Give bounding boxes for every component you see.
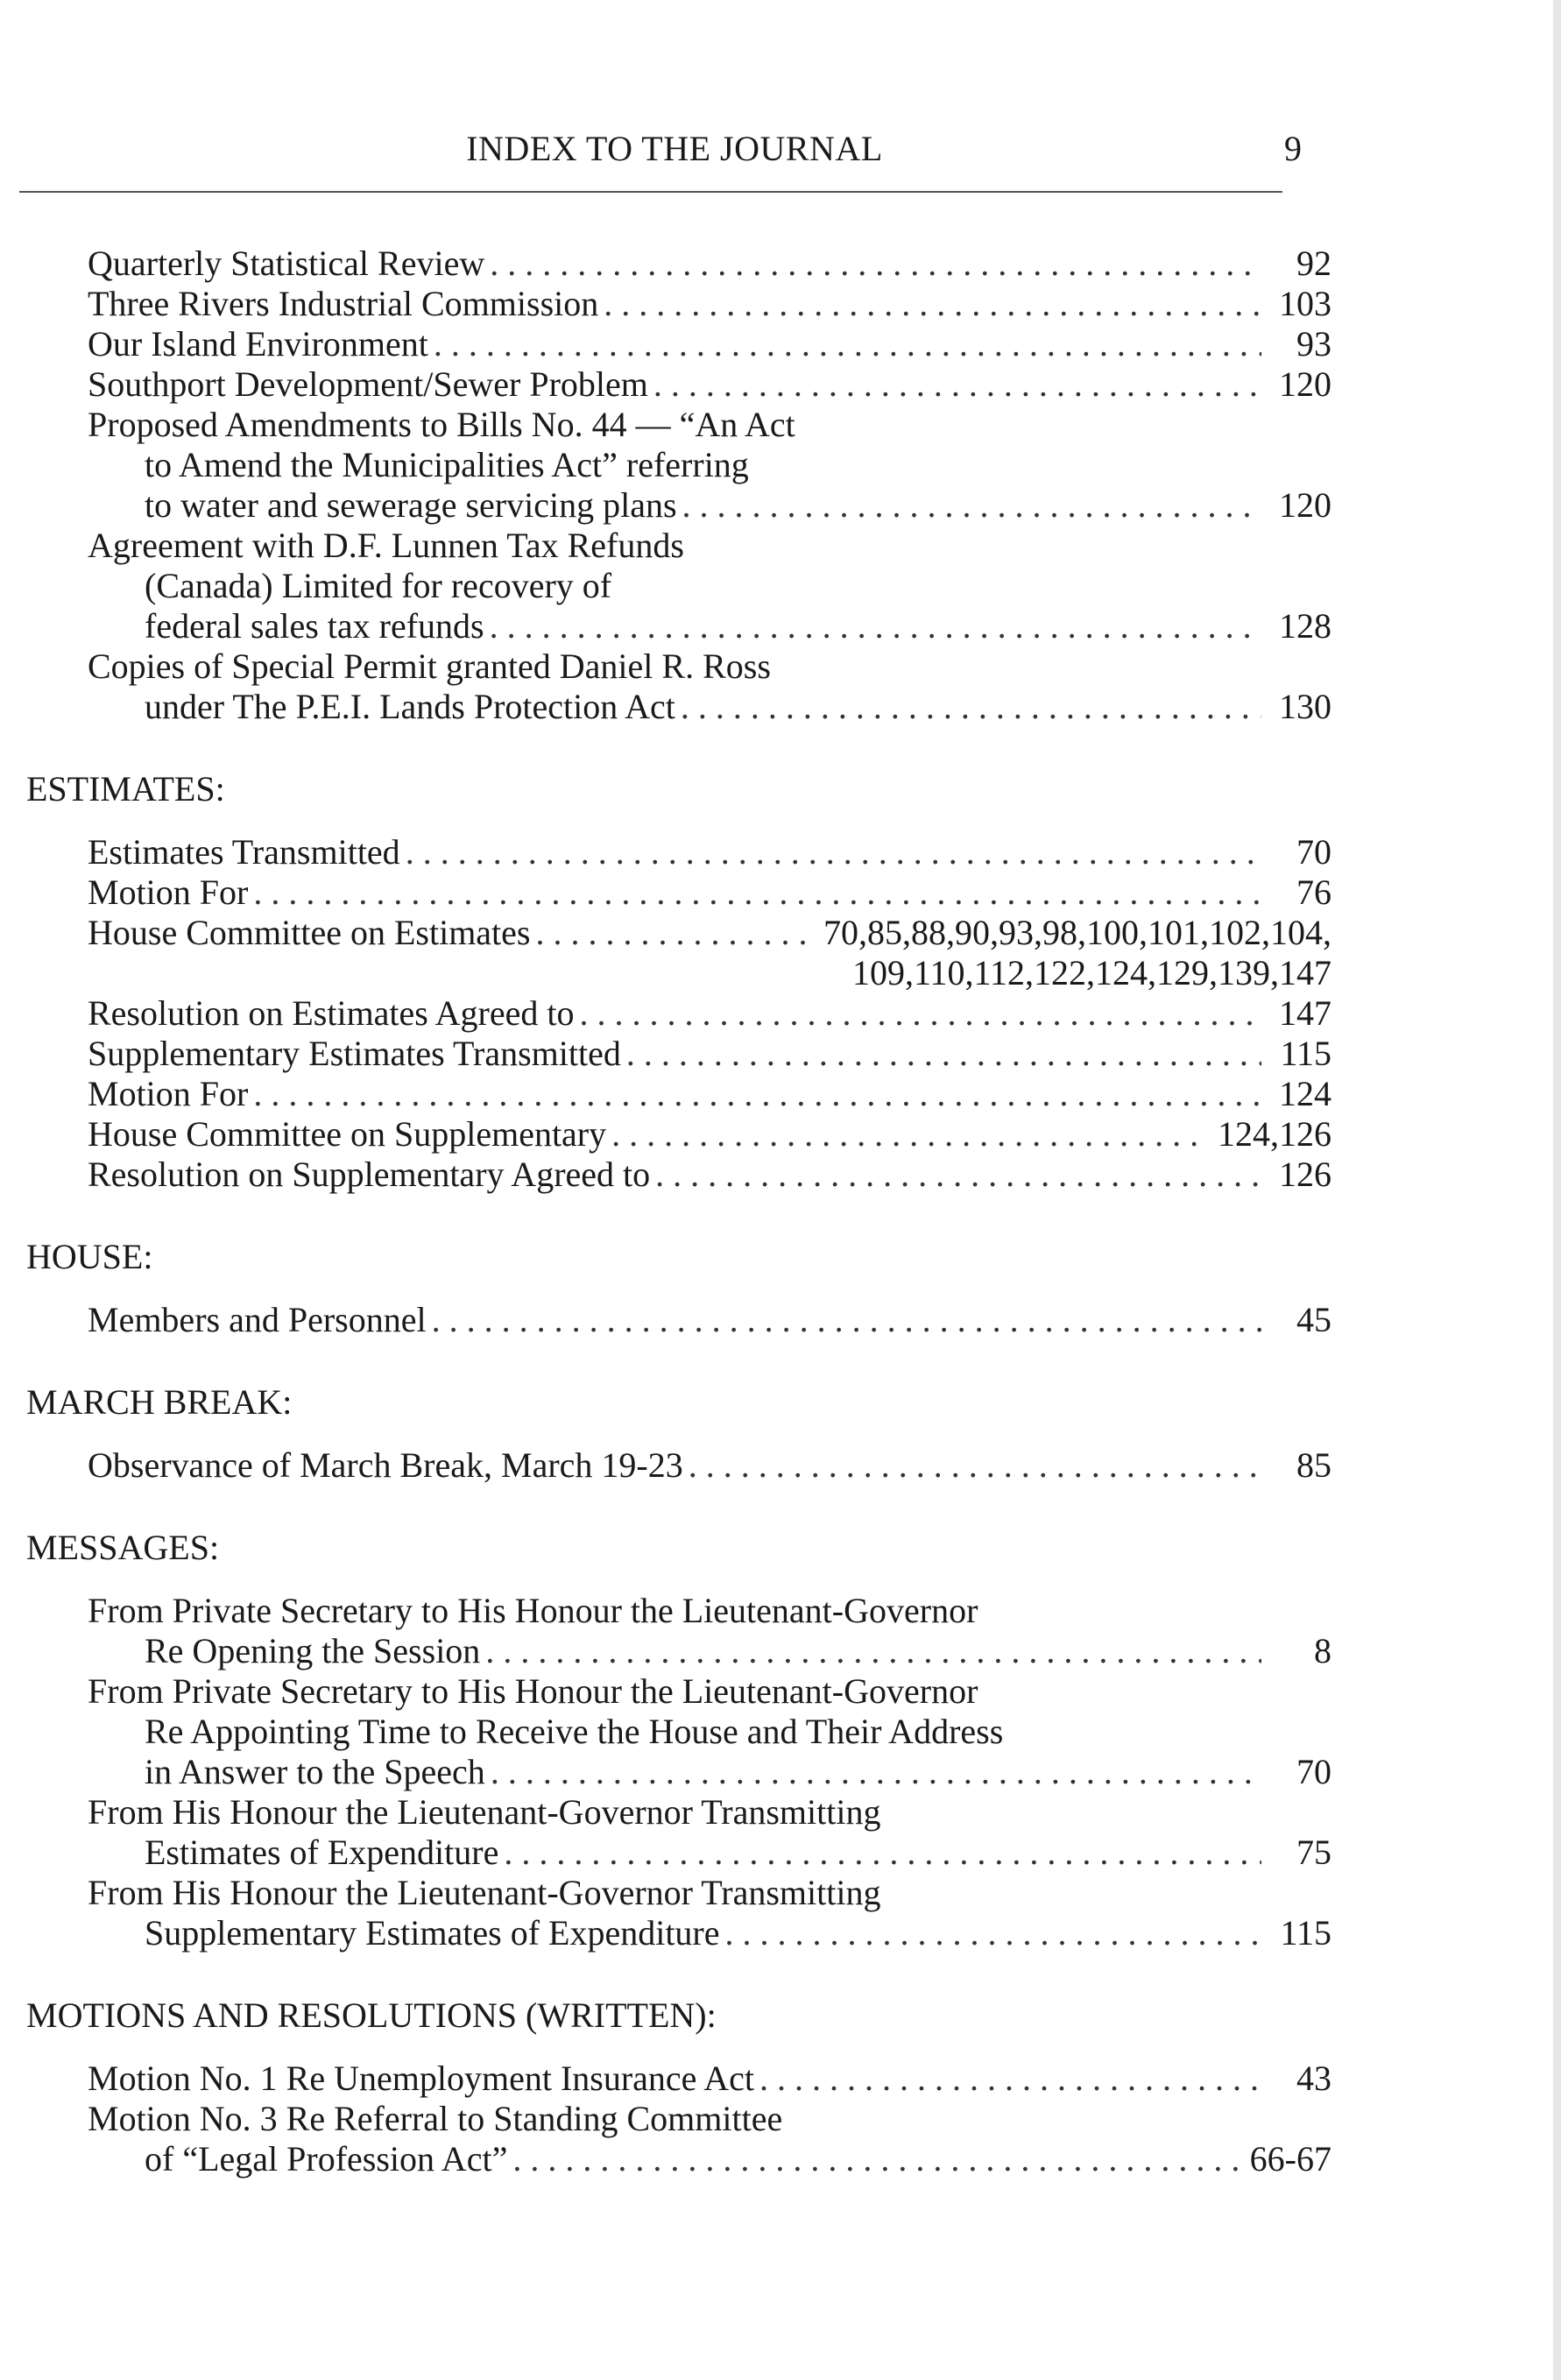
page-reference: 103 bbox=[1279, 284, 1331, 323]
entry-line bbox=[0, 445, 1331, 485]
entry-line bbox=[0, 526, 1331, 566]
entry-text: Re Opening the Session bbox=[145, 1631, 481, 1670]
dot-leader bbox=[626, 1034, 1261, 1074]
dot-leader bbox=[655, 1155, 1261, 1195]
entry-text: Supplementary Estimates of Expenditure bbox=[145, 1913, 720, 1953]
entry-text: From Private Secretary to His Honour the Lieutenant-Governor bbox=[88, 1671, 978, 1711]
page-number: 9 bbox=[1284, 129, 1302, 168]
dot-leader bbox=[512, 2139, 1240, 2179]
entry-text: Motion For bbox=[88, 872, 249, 912]
page-reference: 85 bbox=[1296, 1445, 1331, 1485]
section-heading: HOUSE: bbox=[26, 1237, 153, 1276]
entry-line bbox=[0, 1792, 1331, 1833]
index-entry bbox=[0, 244, 1331, 284]
index-entry bbox=[0, 2099, 1331, 2179]
entry-text: Quarterly Statistical Review bbox=[88, 244, 485, 283]
section-heading: MARCH BREAK: bbox=[26, 1382, 293, 1422]
dot-leader bbox=[490, 606, 1261, 646]
index-entry bbox=[0, 284, 1331, 324]
dot-leader bbox=[406, 832, 1261, 872]
index-section bbox=[0, 769, 1561, 1195]
dot-leader bbox=[504, 1833, 1261, 1873]
index-entry bbox=[0, 324, 1331, 364]
dot-leader bbox=[432, 1300, 1261, 1340]
index-entry bbox=[0, 1671, 1331, 1792]
entry-text: to water and sewerage servicing plans bbox=[145, 485, 677, 525]
entry-text: From His Honour the Lieutenant-Governor Transmitting bbox=[88, 1873, 881, 1912]
entry-line bbox=[0, 1034, 1331, 1074]
entry-text: in Answer to the Speech bbox=[145, 1752, 485, 1791]
entry-line bbox=[0, 646, 1331, 687]
dot-leader bbox=[611, 1114, 1209, 1155]
index-entry bbox=[0, 646, 1331, 727]
dot-leader bbox=[253, 872, 1261, 913]
entry-text: Supplementary Estimates Transmitted bbox=[88, 1034, 621, 1073]
index-entry bbox=[0, 526, 1331, 646]
page-reference: 128 bbox=[1279, 606, 1331, 646]
entry-line bbox=[0, 2139, 1331, 2179]
entry-line bbox=[0, 364, 1331, 405]
section-heading: MESSAGES: bbox=[26, 1528, 220, 1567]
entry-line bbox=[0, 2059, 1331, 2099]
entry-text: Our Island Environment bbox=[88, 324, 428, 364]
index-entry bbox=[0, 1873, 1331, 1953]
entry-text: From Private Secretary to His Honour the Lieutenant-Governor bbox=[88, 1591, 978, 1630]
page-reference: 120 bbox=[1279, 364, 1331, 404]
dot-leader bbox=[253, 1074, 1261, 1114]
page-reference: 43 bbox=[1296, 2059, 1331, 2098]
running-header bbox=[0, 123, 1561, 175]
index-entry bbox=[0, 405, 1331, 526]
page-reference: 115 bbox=[1280, 1913, 1331, 1953]
entry-line bbox=[0, 485, 1331, 526]
index-entry bbox=[0, 364, 1331, 405]
dot-leader bbox=[490, 244, 1261, 284]
dot-leader bbox=[725, 1913, 1261, 1953]
entry-text: Proposed Amendments to Bills No. 44 — “An Act bbox=[88, 405, 795, 444]
entry-line bbox=[0, 993, 1331, 1034]
index-entry bbox=[0, 1074, 1331, 1114]
index-section bbox=[0, 1528, 1561, 1953]
entry-line bbox=[0, 1155, 1331, 1195]
dot-leader bbox=[604, 284, 1261, 324]
index-entry bbox=[0, 832, 1331, 872]
index-section bbox=[0, 244, 1561, 727]
page-reference: 124,126 bbox=[1218, 1114, 1331, 1154]
entry-line bbox=[0, 324, 1331, 364]
dot-leader bbox=[580, 993, 1262, 1034]
page-reference: 70,85,88,90,93,98,100,101,102,104, bbox=[823, 913, 1331, 952]
entry-text: of “Legal Profession Act” bbox=[145, 2139, 508, 2179]
page-reference: 130 bbox=[1279, 687, 1331, 726]
header-title: INDEX TO THE JOURNAL bbox=[466, 129, 883, 168]
section-heading: MOTIONS AND RESOLUTIONS (WRITTEN): bbox=[26, 1995, 717, 2035]
entry-line bbox=[0, 832, 1331, 872]
index-entry bbox=[0, 1591, 1331, 1671]
entry-text: Copies of Special Permit granted Daniel R. Ross bbox=[88, 646, 771, 686]
entry-text: Three Rivers Industrial Commission bbox=[88, 284, 599, 323]
entry-line bbox=[0, 284, 1331, 324]
dot-leader bbox=[434, 324, 1261, 364]
entry-text: to Amend the Municipalities Act” referring bbox=[145, 445, 749, 484]
entry-line bbox=[0, 1591, 1331, 1631]
page-reference-continued: 109,110,112,122,124,129,139,147 bbox=[851, 953, 1331, 992]
page-reference: 66-67 bbox=[1249, 2139, 1331, 2179]
entry-text: under The P.E.I. Lands Protection Act bbox=[145, 687, 675, 726]
entry-line bbox=[0, 1833, 1331, 1873]
page-reference: 70 bbox=[1296, 1752, 1331, 1791]
entry-line bbox=[0, 2099, 1331, 2139]
index-section bbox=[0, 1237, 1561, 1340]
entry-text: House Committee on Supplementary bbox=[88, 1114, 607, 1154]
index-section bbox=[0, 1382, 1561, 1486]
entry-line bbox=[0, 1300, 1331, 1340]
index-section bbox=[0, 1995, 1561, 2179]
entry-line bbox=[0, 244, 1331, 284]
entry-line bbox=[0, 687, 1331, 727]
index-entry bbox=[0, 1034, 1331, 1074]
page-reference: 76 bbox=[1296, 872, 1331, 912]
dot-leader bbox=[536, 913, 816, 953]
entry-text: (Canada) Limited for recovery of bbox=[145, 566, 612, 605]
dot-leader bbox=[759, 2059, 1261, 2099]
entry-line bbox=[0, 1631, 1331, 1671]
index-entry bbox=[0, 872, 1331, 913]
entry-line bbox=[0, 1873, 1331, 1913]
entry-text: Re Appointing Time to Receive the House and Their Address bbox=[145, 1712, 1004, 1751]
dot-leader bbox=[682, 485, 1261, 526]
index-entry bbox=[0, 1445, 1331, 1486]
entry-text: Members and Personnel bbox=[88, 1300, 427, 1339]
page-reference: 93 bbox=[1296, 324, 1331, 364]
entry-text: Estimates Transmitted bbox=[88, 832, 400, 872]
page-reference: 115 bbox=[1280, 1034, 1331, 1073]
entry-line bbox=[0, 1671, 1331, 1712]
entry-text: Motion No. 3 Re Referral to Standing Committee bbox=[88, 2099, 783, 2138]
entry-line bbox=[0, 1445, 1331, 1486]
entry-text: Observance of March Break, March 19-23 bbox=[88, 1445, 683, 1485]
page-reference: 8 bbox=[1314, 1631, 1331, 1670]
entry-text: Resolution on Estimates Agreed to bbox=[88, 993, 575, 1033]
dot-leader bbox=[689, 1445, 1261, 1486]
page-reference: 92 bbox=[1296, 244, 1331, 283]
dot-leader bbox=[485, 1631, 1261, 1671]
entry-text: Agreement with D.F. Lunnen Tax Refunds bbox=[88, 526, 684, 565]
index-entry bbox=[0, 1792, 1331, 1873]
entry-line bbox=[0, 566, 1331, 606]
entry-line bbox=[0, 913, 1331, 953]
index-entry bbox=[0, 1155, 1331, 1195]
entry-text: Resolution on Supplementary Agreed to bbox=[88, 1155, 651, 1194]
index-entry bbox=[0, 1114, 1331, 1155]
entry-text: House Committee on Estimates bbox=[88, 913, 531, 952]
entry-line bbox=[0, 405, 1331, 445]
index-entry bbox=[0, 1300, 1331, 1340]
entry-text: Southport Development/Sewer Problem bbox=[88, 364, 648, 404]
entry-line bbox=[0, 1913, 1331, 1953]
entry-line bbox=[0, 1712, 1331, 1752]
page-reference: 120 bbox=[1279, 485, 1331, 525]
entry-line bbox=[0, 1114, 1331, 1155]
dot-leader bbox=[653, 364, 1261, 405]
page-reference: 45 bbox=[1296, 1300, 1331, 1339]
header-rule bbox=[19, 191, 1282, 193]
entry-line bbox=[0, 1074, 1331, 1114]
entry-line bbox=[0, 1752, 1331, 1792]
page-reference: 70 bbox=[1296, 832, 1331, 872]
index-entry bbox=[0, 2059, 1331, 2099]
index-content bbox=[0, 244, 1561, 2179]
entry-line bbox=[0, 606, 1331, 646]
entry-text: Motion No. 1 Re Unemployment Insurance Act bbox=[88, 2059, 754, 2098]
dot-leader bbox=[491, 1752, 1261, 1792]
entry-text: Motion For bbox=[88, 1074, 249, 1113]
entry-text: Estimates of Expenditure bbox=[145, 1833, 499, 1872]
page-reference: 75 bbox=[1296, 1833, 1331, 1872]
page-reference: 147 bbox=[1279, 993, 1331, 1033]
entry-line bbox=[0, 872, 1331, 913]
index-entry bbox=[0, 993, 1331, 1034]
index-entry bbox=[0, 913, 1331, 993]
page-reference: 124 bbox=[1279, 1074, 1331, 1113]
dot-leader bbox=[681, 687, 1261, 727]
entry-text: federal sales tax refunds bbox=[145, 606, 484, 646]
section-heading: ESTIMATES: bbox=[26, 769, 225, 809]
page-reference: 126 bbox=[1279, 1155, 1331, 1194]
entry-text: From His Honour the Lieutenant-Governor Transmitting bbox=[88, 1792, 881, 1832]
